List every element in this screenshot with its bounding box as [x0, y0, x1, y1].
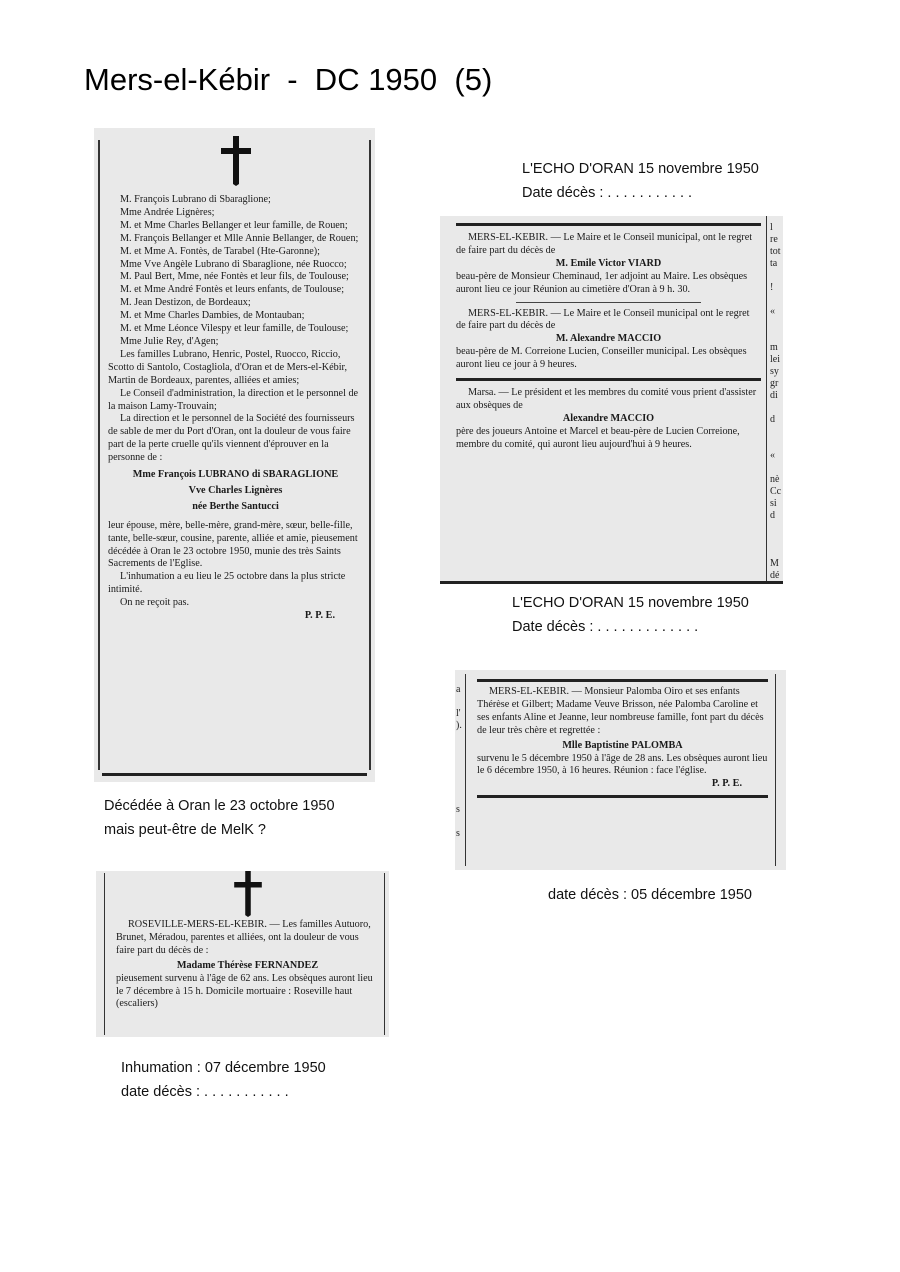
caption-clip3	[512, 591, 749, 639]
notice-line: M. François Lubrano di Sbaraglione;	[120, 194, 271, 205]
column-rule-left	[98, 140, 100, 770]
announcement-body: pieusement survenu à l'âge de 62 ans. Les obsèques auront lieu le 7 décembre à 15 h. Domicile mortuaire : Roseville haut (escaliers)	[116, 972, 373, 1010]
clipping-fernandez	[96, 871, 389, 1037]
section-rule	[456, 223, 761, 226]
notice-line: Mme Andrée Lignères;	[120, 206, 215, 218]
notice-line: M. et Mme A. Fontès, de Tarabel (Hte-Garonne);	[120, 245, 320, 257]
notice-line: M. et Mme Charles Dambies, de Montauban;	[120, 310, 305, 322]
notice-line: M. François Bellanger et Mlle Annie Bellanger, de Rouen;	[120, 232, 359, 244]
notice-line: M. Paul Bert, Mme, née Fontès et leur fils, de Toulouse;	[120, 271, 349, 283]
section-rule	[477, 679, 768, 682]
announcement-name: M. Emile Victor VIARD	[555, 257, 662, 269]
deceased-widow-of: Vve Charles Lignères	[188, 484, 283, 496]
cross-icon	[219, 136, 253, 186]
announcement-name: Mlle Baptistine PALOMBA	[562, 739, 683, 751]
announcement-name: Madame Thérèse FERNANDEZ	[176, 959, 319, 971]
adjacent-column-edge: l re tot ta ! « m lei sy gr di d « nè Cc si d M dé	[770, 222, 782, 581]
clipping-viard-maccio	[440, 216, 783, 584]
notice-inhumation: L'inhumation a eu lieu le 25 octobre dans la plus stricte intimité.	[108, 571, 346, 596]
caption-line: Inhumation : 07 décembre 1950	[121, 1060, 326, 1076]
adjacent-column-edge: a l' ). s s	[456, 684, 462, 839]
announcement-text: ROSEVILLE-MERS-EL-KEBIR. — Les familles Autuoro, Brunet, Méradou, parentes et alliées, ont la douleur de vous faire part du décès de :	[116, 919, 371, 956]
notice-line: La direction et le personnel de la Société des fournisseurs de sable de mer du Port d'Oran, ont la douleur de vous faire part de la perte cruelle qu'ils viennent d'éprouver en la personne de :	[108, 413, 355, 464]
caption-line: Date décès : . . . . . . . . . . .	[522, 185, 693, 201]
bottom-rule	[440, 581, 783, 584]
caption-line: Date décès : . . . . . . . . . . . . .	[512, 619, 699, 635]
announcement-text: MERS-EL-KEBIR. — Le Maire et le Conseil municipal, ont le regret de faire part du décès de	[456, 232, 753, 256]
section-rule	[456, 378, 761, 381]
caption-fernandez	[121, 1056, 326, 1104]
caption-line: L'ECHO D'ORAN 15 novembre 1950	[512, 595, 749, 611]
notice-signature: P. P. E.	[304, 610, 335, 622]
notice-line: Mme Julie Rey, d'Agen;	[120, 335, 219, 347]
cross-icon	[232, 871, 264, 917]
announcement-body: père des joueurs Antoine et Marcel et beau-père de Lucien Correione, membre du comité, qui auront lieu aujourd'hui à 9 heures.	[456, 425, 740, 450]
caption-line: date décès : 05 décembre 1950	[548, 887, 752, 903]
notice-line: Les familles Lubrano, Henric, Postel, Ruocco, Riccio, Scotto di Santolo, Costagliola, d'Oran et de Mers-el-Kébir, Martin de Bordeaux, parentes, alliées et amies;	[108, 348, 348, 386]
clipping-lubrano	[94, 128, 375, 782]
notice-line: M. et Mme André Fontès et leurs enfants, de Toulouse;	[120, 284, 345, 296]
announcement-body: beau-père de Monsieur Cheminaud, 1er adjoint au Maire. Les obsèques auront lieu ce jour Réunion au cimetière d'Oran à 9 h. 30.	[456, 270, 748, 295]
caption-palomba	[548, 883, 752, 907]
notice-line: M. et Mme Charles Bellanger et leur famille, de Rouen;	[120, 219, 348, 231]
caption-lubrano	[104, 794, 335, 842]
notice-body: leur épouse, mère, belle-mère, grand-mère, sœur, belle-fille, tante, belle-sœur, cousine, parente, alliée et amie, pieusement décédée à Oran le 23 octobre 1950, munie des très Saints Sacrements de l'Eglise.	[108, 519, 358, 570]
column-rule-left	[465, 674, 466, 866]
section-rule	[477, 795, 768, 798]
announcement-text: Marsa. — Le président et les membres du comité vous prient d'assister aux obsèques de	[456, 387, 757, 411]
column-rule	[766, 216, 767, 584]
deceased-name: Mme François LUBRANO di SBARAGLIONE	[132, 469, 339, 481]
notice-line: M. Jean Destizon, de Bordeaux;	[120, 297, 251, 309]
column-rule-right	[775, 674, 776, 866]
announcement-signature: P. P. E.	[711, 778, 742, 790]
caption-line: Décédée à Oran le 23 octobre 1950	[104, 798, 335, 814]
notice-no-visits: On ne reçoit pas.	[120, 597, 190, 609]
announcement-text: MERS-EL-KEBIR. — Monsieur Palomba Oiro et ses enfants Thérèse et Gilbert; Madame Veuve Brisson, née Palomba Caroline et ses enfants Aline et Jeanne, leur nombreuse famille, font part du décès de leur très chère et regrettée :	[477, 686, 764, 736]
announcement-name: M. Alexandre MACCIO	[555, 333, 662, 345]
notice-line: Mme Vve Angèle Lubrano di Sbaraglione, née Ruocco;	[120, 258, 347, 270]
column-rule-left	[104, 873, 105, 1035]
notice-line: Le Conseil d'administration, la direction et le personnel de la maison Lamy-Trouvain;	[108, 387, 359, 412]
column-rule-right	[369, 140, 371, 770]
deceased-maiden-name: née Berthe Santucci	[192, 500, 279, 512]
caption-viard-maccio	[522, 157, 759, 205]
announcement-body: survenu le 5 décembre 1950 à l'âge de 28 ans. Les obsèques auront lieu le 6 décembre 1950, à 16 heures. Réunion : face l'église.	[477, 752, 768, 777]
caption-line: date décès : . . . . . . . . . . .	[121, 1084, 289, 1100]
announcement-body: beau-père de M. Correione Lucien, Conseiller municipal. Les obsèques auront lieu ce jour à 9 heures.	[456, 346, 747, 371]
announcement-text: MERS-EL-KEBIR. — Le Maire et le Conseil municipal ont le regret de faire part du décès de	[456, 307, 750, 332]
column-rule-right	[384, 873, 385, 1035]
caption-line: mais peut-être de MelK ?	[104, 822, 266, 838]
caption-line: L'ECHO D'ORAN 15 novembre 1950	[522, 161, 759, 177]
separator	[516, 302, 701, 303]
notice-line: M. et Mme Léonce Vilespy et leur famille, de Toulouse;	[120, 323, 349, 335]
announcement-name: Alexandre MACCIO	[562, 412, 655, 424]
clipping-palomba	[455, 670, 786, 870]
page-title: Mers-el-Kébir - DC 1950 (5)	[84, 62, 493, 97]
bottom-rule	[102, 773, 367, 776]
